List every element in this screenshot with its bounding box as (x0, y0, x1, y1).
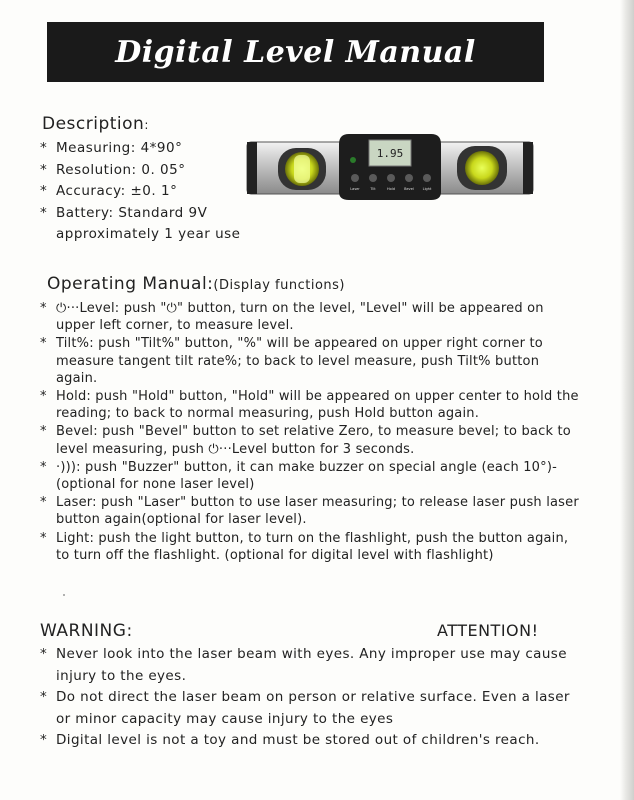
operating-manual-heading (47, 274, 345, 294)
title-banner (47, 22, 544, 82)
description-heading-colon: : (144, 118, 149, 132)
warning-item (40, 644, 580, 687)
digital-level-image (245, 120, 535, 220)
description-item-text: Measuring: 4*90° (56, 140, 183, 156)
description-item-text: Resolution: 0. 05° (56, 161, 186, 178)
bullet-asterisk: * (40, 732, 48, 748)
bullet-asterisk: * (40, 183, 48, 199)
page-edge-shadow (620, 0, 634, 800)
warning-heading: WARNING: (40, 621, 133, 641)
bullet-asterisk: * (40, 140, 48, 156)
bullet-asterisk: * (40, 646, 48, 662)
op-item-level (40, 300, 580, 334)
op-item-text: ·))): push "Buzzer" button, it can make buzzer on special angle (each 10°)-(optional for none laser level) (56, 459, 558, 493)
bullet-asterisk: * (40, 301, 47, 316)
op-item-text: Tilt%: push "Tilt%" button, "%" will be appeared on upper right corner to measure tangent tilt rate%; to back to level measure, push Tilt% button again. (56, 336, 543, 386)
op-item-tilt (40, 335, 580, 387)
bullet-asterisk: * (40, 530, 47, 546)
scan-speck (63, 594, 65, 596)
warning-list (40, 644, 580, 752)
bullet-asterisk: * (40, 204, 48, 221)
op-item-text: Hold: push "Hold" button, "Hold" will be appeared on upper center to hold the reading; to back to normal measuring, push Hold button again. (56, 389, 579, 422)
button-label-light: Light (422, 187, 432, 191)
op-item-buzzer (40, 459, 580, 493)
op-item-text: ⏻···Level: push "⏻" button, turn on the level, "Level" will be appeared on upper left corner, to measure level. (56, 301, 544, 334)
button-label-hold: Hold (387, 187, 395, 191)
bullet-asterisk: * (40, 389, 47, 405)
warning-item-text: Digital level is not a toy and must be stored out of children's reach. (56, 732, 540, 748)
warning-item (40, 687, 580, 730)
op-item-light (40, 530, 580, 564)
description-heading-text: Description (42, 114, 145, 134)
warning-item (40, 730, 580, 752)
description-item (40, 160, 241, 182)
description-item-text: Battery: Standard 9V (56, 204, 208, 221)
attention-heading: ATTENTION! (437, 621, 539, 640)
bullet-asterisk: * (40, 424, 47, 440)
description-item-text: Accuracy: ±0. 1° (56, 183, 178, 199)
operating-manual-list (40, 300, 580, 565)
op-item-text: Light: push the light button, to turn on the flashlight, push the button again, to turn off the flashlight. (optional for digital level with flashlight) (56, 530, 569, 563)
warning-item-text: Never look into the laser beam with eyes. Any improper use may cause injury to the eyes. (56, 646, 567, 684)
op-item-text: Bevel: push "Bevel" button to set relative Zero, to measure bevel; to back to level measuring, push ⏻···Level button for 3 seconds. (56, 424, 571, 457)
description-item (40, 181, 241, 203)
description-heading (42, 114, 149, 134)
button-label-tilt: Tilt (370, 187, 376, 191)
bullet-asterisk: * (40, 161, 48, 178)
bullet-asterisk: * (40, 336, 47, 352)
page-title: Digital Level Manual (115, 34, 476, 70)
op-item-bevel (40, 423, 580, 457)
op-item-laser (40, 494, 580, 528)
description-item (40, 203, 241, 225)
warning-item-text: Do not direct the laser beam on person or relative surface. Even a laser or minor capacity may cause injury to the eyes (56, 689, 570, 727)
bullet-asterisk: * (40, 495, 47, 511)
op-item-hold (40, 388, 580, 422)
button-label-bevel: Bevel (404, 187, 414, 191)
bullet-asterisk: * (40, 459, 47, 475)
operating-manual-subheading: (Display functions) (213, 278, 345, 293)
level-display-value: 1.95 (376, 147, 404, 160)
description-item (40, 138, 241, 160)
description-list (40, 138, 241, 246)
battery-note: approximately 1 year use (56, 226, 241, 242)
bullet-asterisk: * (40, 689, 48, 705)
operating-manual-heading-text: Operating Manual: (47, 274, 214, 294)
button-label-laser: Laser (350, 187, 360, 191)
op-item-text: Laser: push "Laser" button to use laser measuring; to release laser push laser button again(optional for laser level). (56, 495, 579, 528)
